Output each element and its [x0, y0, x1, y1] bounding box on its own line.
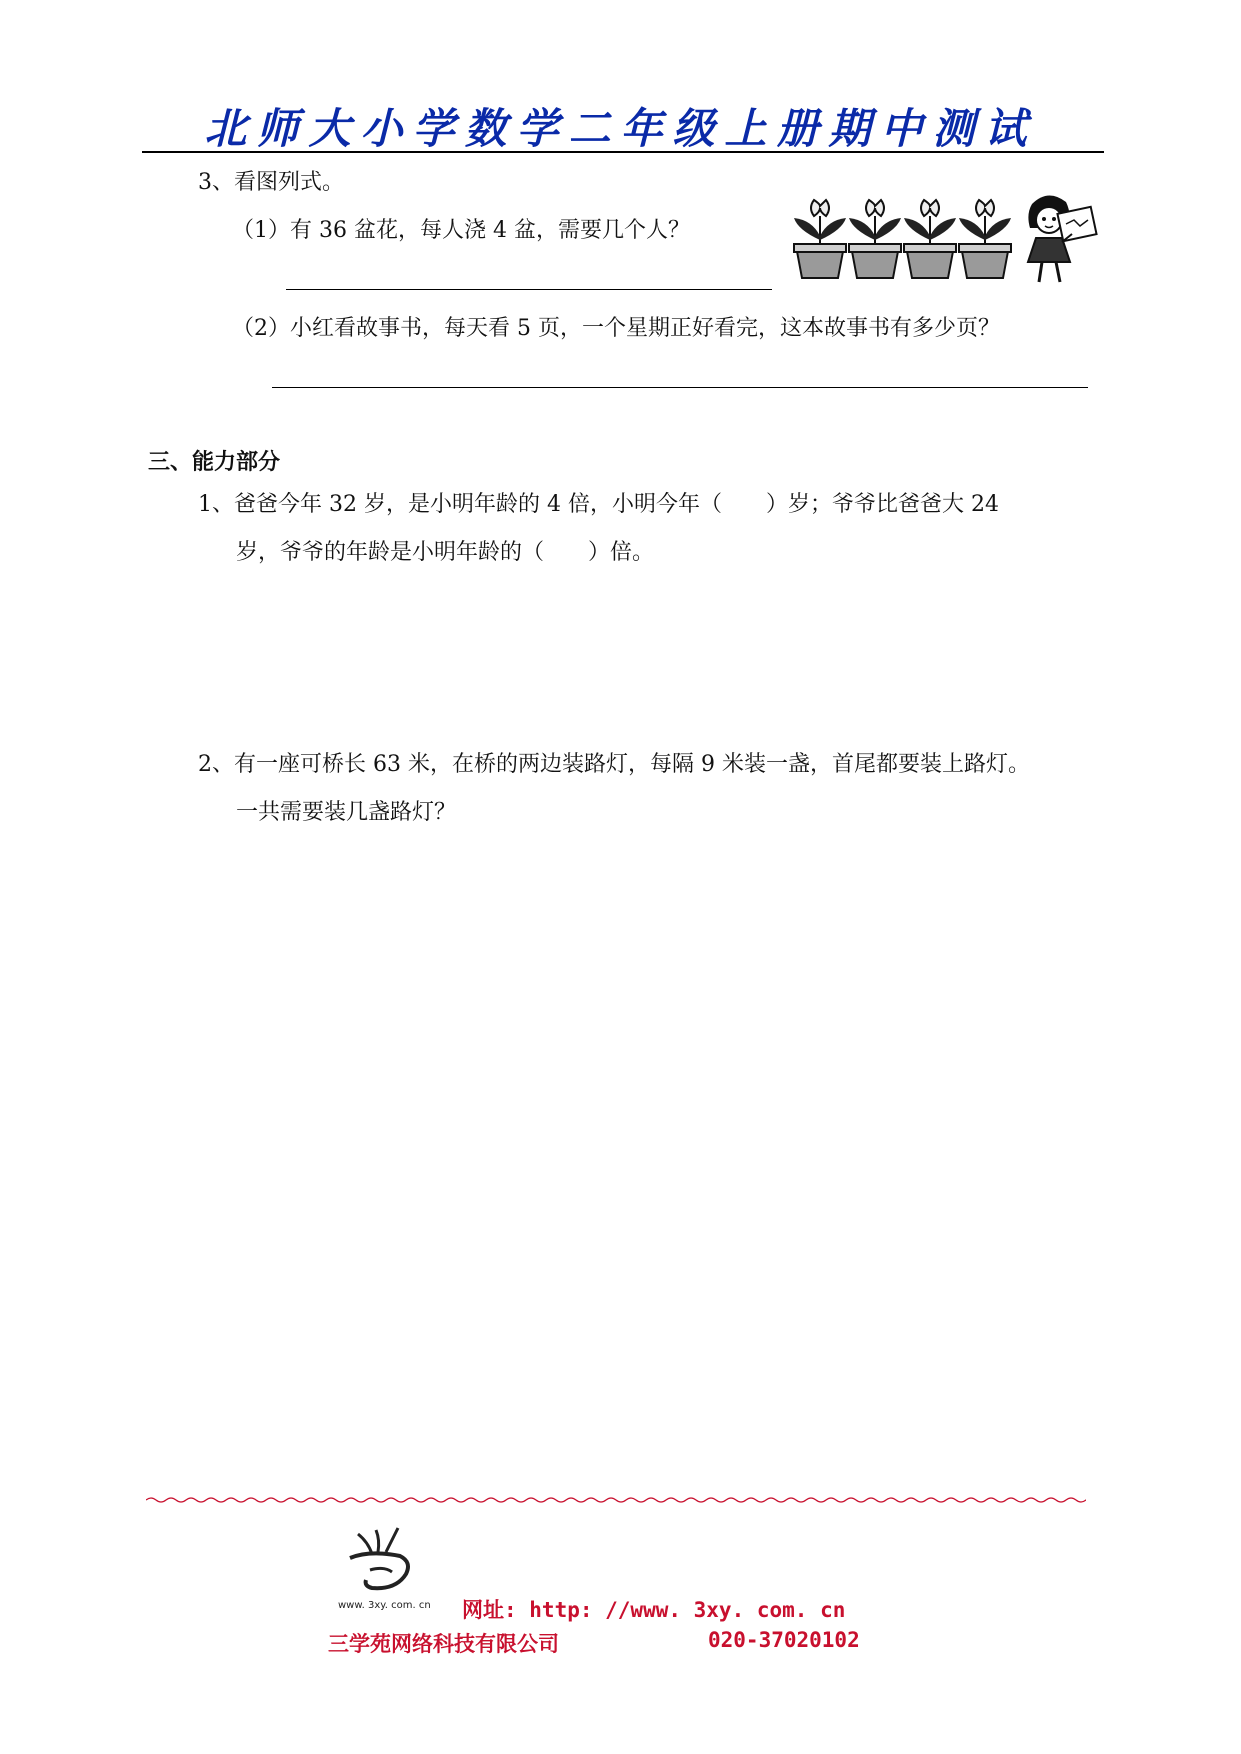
- flowerpots-and-girl-illustration: [790, 190, 1100, 286]
- flowerpot-icon: [849, 200, 901, 278]
- footer-website[interactable]: 网址: http: //www. 3xy. com. cn: [462, 1598, 846, 1622]
- q3-sub2-text: （2）小红看故事书，每天看 5 页，一个星期正好看完，这本故事书有多少页？: [232, 316, 1000, 341]
- flowerpot-icon: [959, 200, 1011, 278]
- flowerpot-icon: [794, 200, 846, 278]
- footer-company: 三学苑网络科技有限公司: [328, 1632, 559, 1656]
- 3xy-logo-icon: [340, 1524, 430, 1596]
- girl-icon: [1028, 195, 1097, 282]
- footer-phone: 020-37020102: [708, 1628, 860, 1652]
- section-heading: 三、能力部分: [148, 450, 281, 475]
- s3-q1-line1: 1、爸爸今年 32 岁，是小明年龄的 4 倍，小明今年（ ）岁；爷爷比爸爸大 24: [198, 492, 999, 517]
- q3-sub1-answer-line[interactable]: [286, 289, 772, 290]
- s3-q2-line1: 2、有一座可桥长 63 米，在桥的两边装路灯，每隔 9 米装一盏，首尾都要装上路灯。: [198, 752, 1030, 777]
- flowerpot-icon: [904, 200, 956, 278]
- footer-wavy-divider: [146, 1496, 1086, 1504]
- logo-caption: www. 3xy. com. cn: [338, 1600, 431, 1611]
- q3-sub2-answer-line[interactable]: [272, 387, 1088, 388]
- page-title: 北师大小学数学二年级上册期中测试: [204, 104, 1037, 153]
- q3-sub1-text: （1）有 36 盆花，每人浇 4 盆，需要几个人？: [232, 218, 690, 243]
- q3-heading: 3、看图列式。: [198, 170, 344, 195]
- s3-q1-line2: 岁，爷爷的年龄是小明年龄的（ ）倍。: [236, 540, 655, 565]
- s3-q2-line2: 一共需要装几盏路灯？: [236, 800, 457, 825]
- title-divider: [142, 151, 1104, 153]
